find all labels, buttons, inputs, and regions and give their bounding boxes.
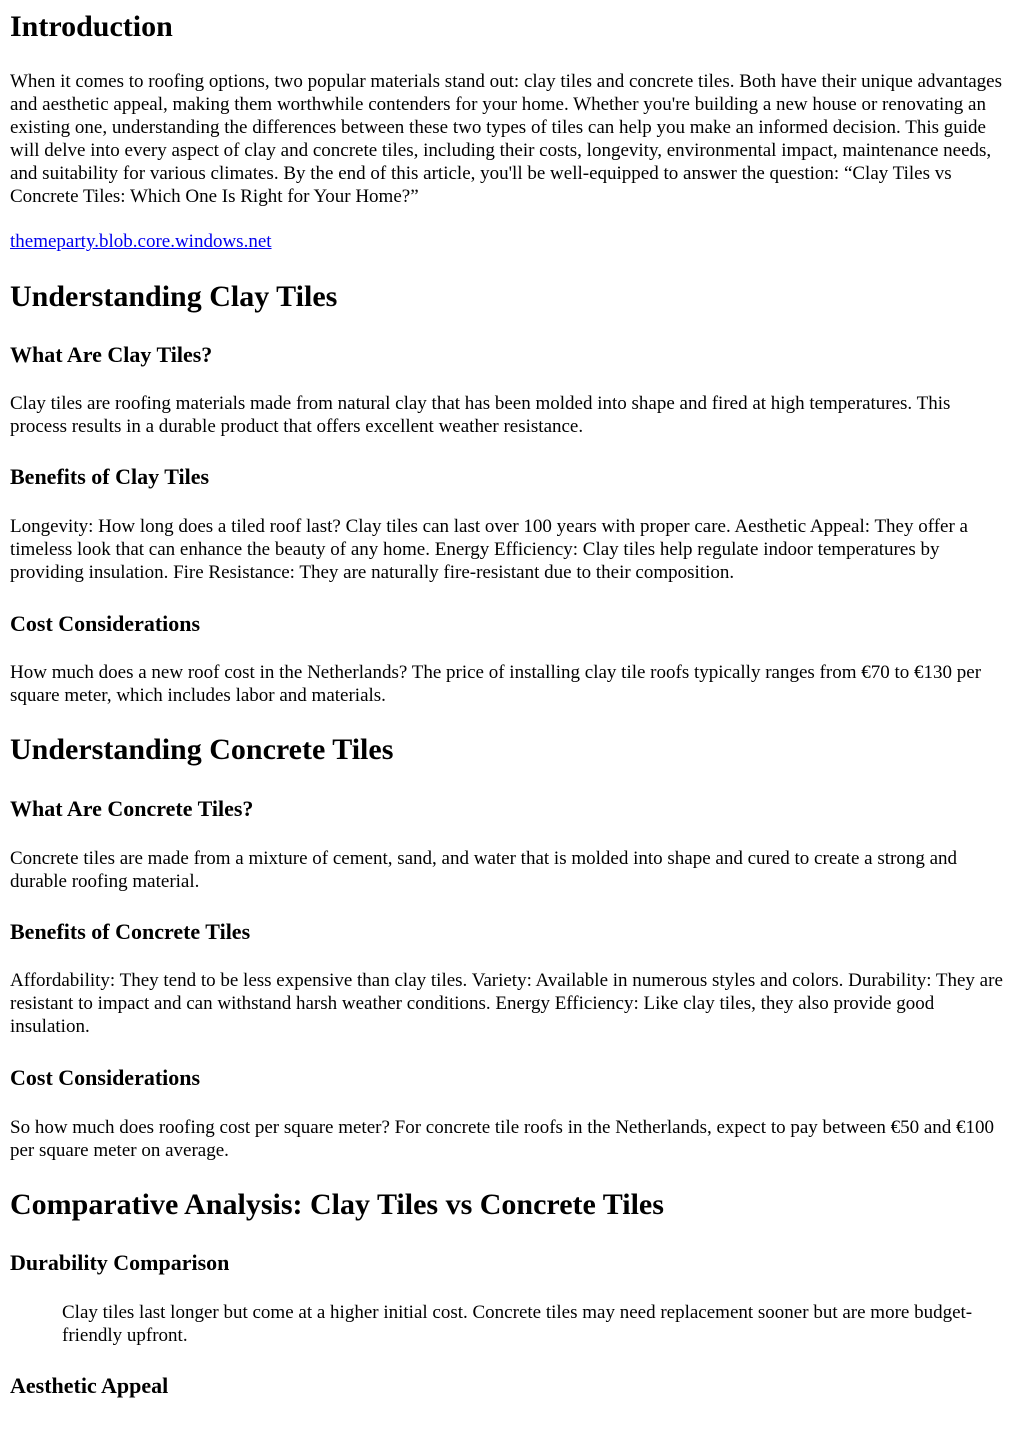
concrete-benefits-paragraph: Affordability: They tend to be less expensive than clay tiles. Variety: Available in numerous styles and colors. Durability: They are resistant to impact and can withstand harsh weather conditions. Energy Efficiency: Like clay tiles, they also provide good insulation. — [10, 970, 1003, 1037]
source-link-container — [10, 230, 272, 253]
clay-heading: Understanding Clay Tiles — [10, 280, 338, 313]
clay-benefits-heading: Benefits of Clay Tiles — [10, 464, 210, 489]
durability-heading: Durability Comparison — [10, 1250, 230, 1275]
source-link[interactable]: themeparty.blob.core.windows.net — [10, 231, 272, 252]
concrete-benefits-heading: Benefits of Concrete Tiles — [10, 919, 251, 944]
concrete-cost-paragraph: So how much does roofing cost per square meter? For concrete tile roofs in the Netherlands, expect to pay between €50 and €100 per square meter on average. — [10, 1117, 995, 1161]
clay-what-heading: What Are Clay Tiles? — [10, 342, 213, 367]
concrete-cost-heading: Cost Considerations — [10, 1065, 201, 1090]
clay-benefits-paragraph: Longevity: How long does a tiled roof last? Clay tiles can last over 100 years with proper care. Aesthetic Appeal: They offer a timeless look that can enhance the beauty of any home. Energy Efficiency: Clay tiles help regulate indoor temperatures by providing insulation. Fire Resistance: They are naturally fire-resistant due to their composition. — [10, 516, 968, 583]
comparison-heading: Comparative Analysis: Clay Tiles vs Concrete Tiles — [10, 1188, 664, 1221]
concrete-heading: Understanding Concrete Tiles — [10, 733, 394, 766]
clay-what-paragraph: Clay tiles are roofing materials made from natural clay that has been molded into shape and fired at high temperatures. This process results in a durable product that offers excellent weather resistance. — [10, 393, 951, 437]
aesthetic-heading: Aesthetic Appeal — [10, 1373, 169, 1398]
intro-heading: Introduction — [10, 10, 173, 43]
clay-cost-paragraph: How much does a new roof cost in the Netherlands? The price of installing clay tile roofs typically ranges from €70 to €130 per square meter, which includes labor and materials. — [10, 662, 982, 706]
concrete-what-paragraph: Concrete tiles are made from a mixture of cement, sand, and water that is molded into shape and cured to create a strong and durable roofing material. — [10, 848, 958, 892]
durability-blockquote: Clay tiles last longer but come at a higher initial cost. Concrete tiles may need replacement sooner but are more budget-friendly upfront. — [62, 1302, 973, 1346]
concrete-what-heading: What Are Concrete Tiles? — [10, 796, 254, 821]
intro-paragraph: When it comes to roofing options, two popular materials stand out: clay tiles and concrete tiles. Both have their unique advantages and aesthetic appeal, making them worthwhile contenders for your home. Whether you're building a new house or renovating an existing one, understanding the differences between these two types of tiles can help you make an informed decision. This guide will delve into every aspect of clay and concrete tiles, including their costs, longevity, environmental impact, maintenance needs, and suitability for various climates. By the end of this article, you'll be well-equipped to answer the question: “Clay Tiles vs Concrete Tiles: Which One Is Right for Your Home?” — [10, 71, 1002, 207]
clay-cost-heading: Cost Considerations — [10, 611, 201, 636]
